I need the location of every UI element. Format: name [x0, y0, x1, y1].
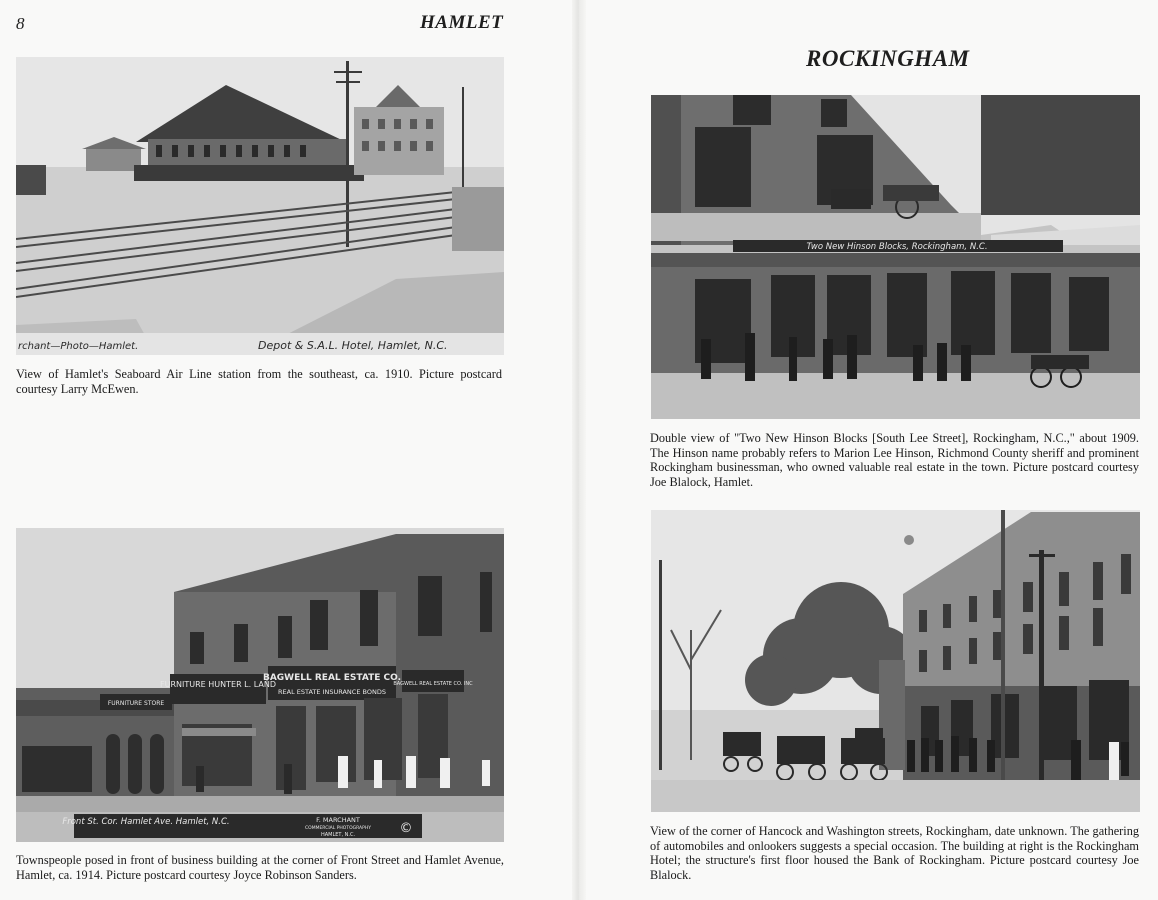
postcard-title: Two New Hinson Blocks, Rockingham, N.C. — [806, 242, 988, 252]
caption-business-building: Townspeople posed in front of business building at the corner of Front Street and Hamlet Avenue, Hamlet, ca. 1914. Picture postcard courtesy Joyce Robinson Sanders. — [16, 853, 504, 882]
copyright-mark: © — [399, 821, 413, 836]
photographer-town: HAMLET, N.C. — [320, 832, 356, 838]
postcard-title: Front St. Cor. Hamlet Ave. Hamlet, N.C. — [62, 817, 230, 827]
sign-bagwell: BAGWELL REAL ESTATE CO. — [262, 673, 402, 683]
photo-hinson-blocks — [651, 95, 1140, 419]
sign-furniture: FURNITURE HUNTER L. LAND — [160, 680, 276, 689]
caption-rockingham-hotel: View of the corner of Hancock and Washington streets, Rockingham, date unknown. The gathering of automobiles and onlookers suggests a special occasion. The building at right is the Rockingham Hotel; the structure's first floor housed the Bank of Rockingham. Picture postcard courtesy Joe Blalock. — [650, 824, 1139, 882]
postcard-credit: rchant—Photo—Hamlet. — [18, 341, 139, 352]
sign-bagwell-sub: REAL ESTATE INSURANCE BONDS — [278, 688, 386, 696]
photographer-sub: COMMERCIAL PHOTOGRAPHY — [305, 826, 371, 831]
sign-small: FURNITURE STORE — [107, 700, 165, 707]
book-gutter — [572, 0, 586, 900]
photographer-name: F. MARCHANT — [316, 816, 360, 824]
postcard-title: Depot & S.A.L. Hotel, Hamlet, N.C. — [258, 339, 448, 352]
caption-depot: View of Hamlet's Seaboard Air Line station from the southeast, ca. 1910. Picture postcard courtesy Larry McEwen. — [16, 367, 502, 396]
running-head: HAMLET — [420, 12, 504, 33]
photo-rockingham-hotel — [651, 510, 1140, 812]
photo-depot — [16, 57, 504, 355]
page-number: 8 — [16, 14, 25, 33]
caption-hinson-blocks: Double view of "Two New Hinson Blocks [South Lee Street], Rockingham, N.C.," about 1909. The Hinson name probably refers to Marion Lee Hinson, Richmond County sheriff and prominent Rockingham businessman, who owned valuable real estate in the town. Picture postcard courtesy Joe Blalock, Hamlet. — [650, 431, 1139, 489]
photo-business-building — [16, 528, 504, 842]
sign-corner: BAGWELL REAL ESTATE CO. INC — [393, 681, 473, 687]
chapter-title: ROCKINGHAM — [806, 46, 970, 71]
